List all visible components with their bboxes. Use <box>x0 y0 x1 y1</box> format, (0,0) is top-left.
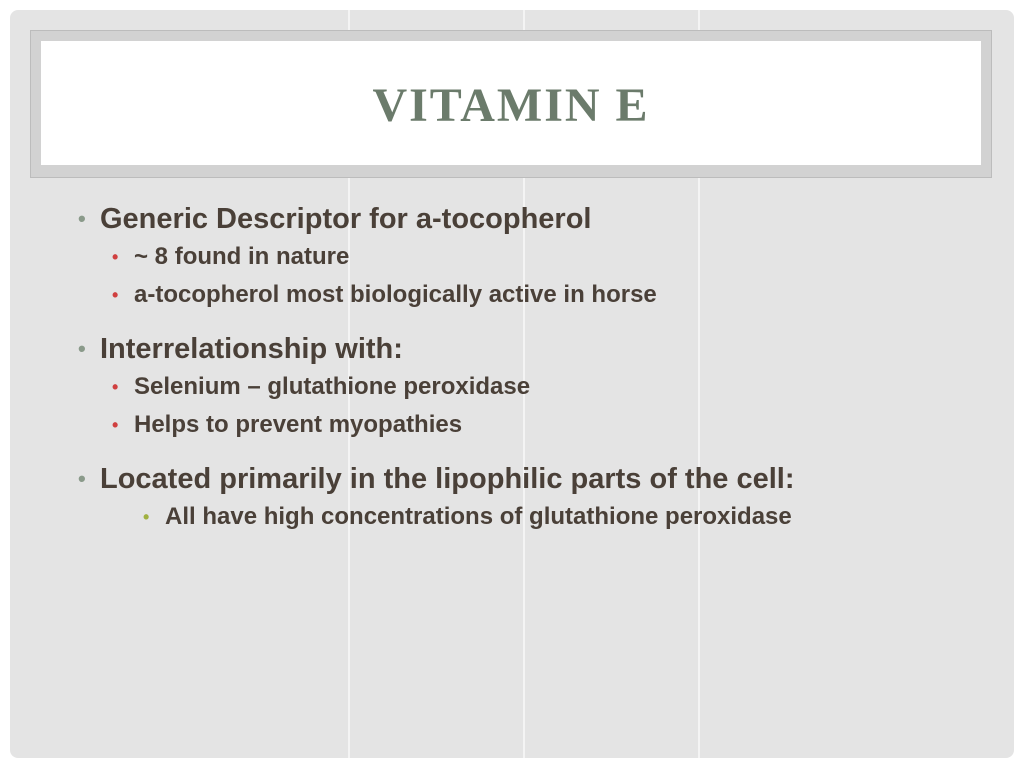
slide-title: VITAMIN E <box>372 78 650 132</box>
bullet-dot-icon: • <box>78 466 86 491</box>
sub-bullet-item <box>70 276 990 314</box>
sub-bullet-item <box>70 238 990 276</box>
sub-bullet-text: ~ 8 found in nature <box>134 243 350 270</box>
bullet-list <box>70 200 990 536</box>
bullet-item <box>70 330 990 368</box>
sub-bullet-item <box>70 368 990 406</box>
bullet-text: Interrelationship with: <box>100 333 403 365</box>
bullet-dot-icon: • <box>78 206 86 231</box>
title-frame <box>30 30 992 178</box>
sub-bullet-text: Selenium – glutathione peroxidase <box>134 373 531 400</box>
bullet-dot-icon: • <box>143 507 150 527</box>
sub-bullet-text: Helps to prevent myopathies <box>134 411 463 438</box>
bullet-dot-icon: • <box>78 336 86 361</box>
bullet-item <box>70 200 990 238</box>
bullet-dot-icon: • <box>112 285 119 305</box>
bullet-item <box>70 460 990 498</box>
bullet-text: Generic Descriptor for a-tocopherol <box>100 203 592 235</box>
sub-bullet-item <box>70 406 990 444</box>
bullet-dot-icon: • <box>112 247 119 267</box>
slide <box>10 10 1014 758</box>
bullet-dot-icon: • <box>112 377 119 397</box>
sub-bullet-item <box>70 498 990 536</box>
sub-bullet-text: a-tocopherol most biologically active in horse <box>134 281 657 308</box>
bullet-text: Located primarily in the lipophilic parts of the cell: <box>100 463 795 495</box>
title-panel <box>41 41 981 165</box>
sub-bullet-text: All have high concentrations of glutathione peroxidase <box>165 503 792 530</box>
bullet-dot-icon: • <box>112 415 119 435</box>
